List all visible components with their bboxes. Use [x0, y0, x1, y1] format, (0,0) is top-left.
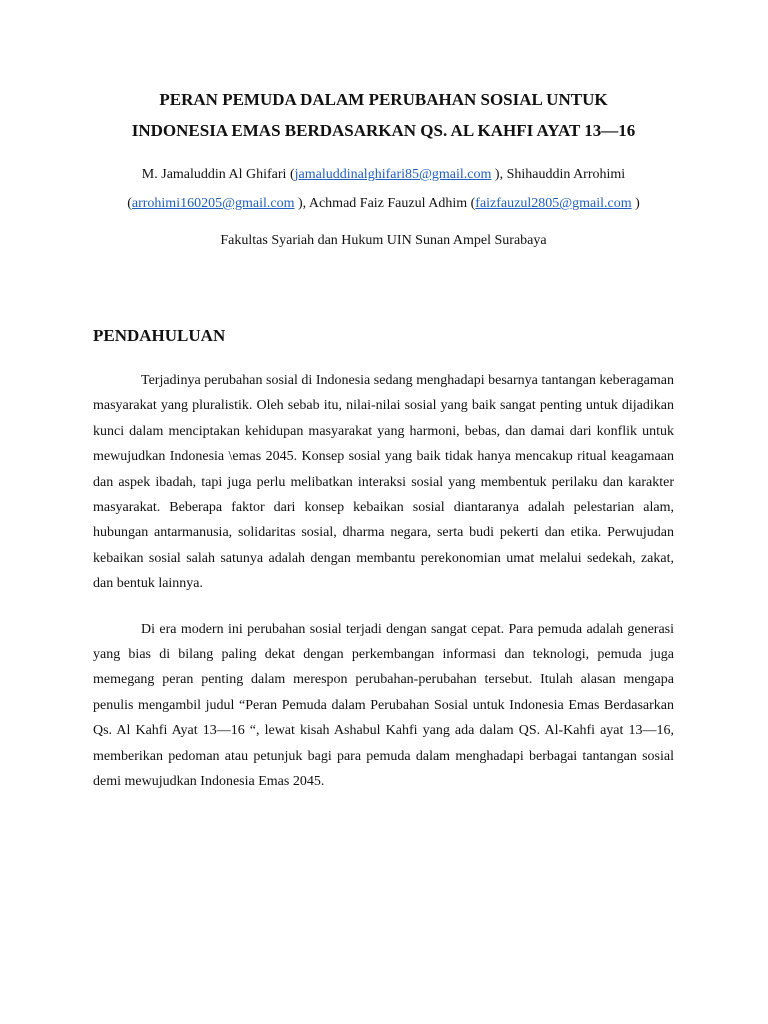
author-3-email-link[interactable]: faizfauzul2805@gmail.com	[475, 196, 632, 211]
document-page	[93, 84, 674, 795]
author-2-email-link[interactable]: arrohimi160205@gmail.com	[131, 196, 295, 211]
title-line-2: INDONESIA EMAS BERDASARKAN QS. AL KAHFI AYAT 13—16	[131, 121, 636, 140]
author-separator-2: ), Achmad Faiz Fauzul Adhim (	[294, 196, 476, 211]
body-paragraph-2: Di era modern ini perubahan sosial terjadi dengan sangat cepat. Para pemuda adalah generasi yang bias di bilang paling dekat dengan perkembangan informasi dan teknologi, pemuda juga memegang peran penting dalam merespon perubahan-perubahan tersebut. Itulah alasan mengapa penulis mengambil judul “Peran Pemuda dalam Perubahan Sosial untuk Indonesia Emas Berdasarkan Qs. Al Kahfi Ayat 13—16 “, lewat kisah Ashabul Kahfi yang ada dalam QS. Al-Kahfi ayat 13—16, memberikan pedoman atau petunjuk bagi para pemuda dalam menghadapi berbagai tantangan sosial demi mewujudkan Indonesia Emas 2045.	[93, 621, 674, 790]
author-1-email-link[interactable]: jamaluddinalghifari85@gmail.com	[294, 167, 492, 182]
body-paragraph-1: Terjadinya perubahan sosial di Indonesia sedang menghadapi besarnya tantangan keberagaman masyarakat yang pluralistik. Oleh sebab itu, nilai-nilai sosial yang baik sangat penting untuk dijadikan kunci dalam menciptakan kehidupan masyarakat yang harmoni, bebas, dan damai dari konflik untuk mewujudkan Indonesia \emas 2045. Konsep sosial yang baik tidak hanya mencakup ritual keagamaan dan aspek ibadah, tapi juga perlu melibatkan interaksi sosial yang membentuk perilaku dan karakter masyarakat. Beberapa faktor dari konsep kebaikan sosial diantaranya adalah pelestarian alam, hubungan antarmanusia, solidaritas sosial, dharma negara, serta budi pekerti dan etika. Perwujudan kebaikan sosial salah satunya adalah dengan membantu perekonomian umat melalui sedekah, zakat, dan bentuk lainnya.	[93, 373, 674, 592]
document-title	[93, 84, 674, 146]
title-line-1: PERAN PEMUDA DALAM PERUBAHAN SOSIAL UNTUK	[159, 90, 608, 109]
section-heading: PENDAHULUAN	[93, 326, 226, 345]
author-separator-3: )	[631, 196, 640, 211]
affiliation: Fakultas Syariah dan Hukum UIN Sunan Ampel Surabaya	[220, 233, 547, 248]
author-list	[93, 160, 674, 218]
author-separator-1: ), Shihauddin Arrohimi (	[127, 167, 626, 211]
author-1-name: M. Jamaluddin Al Ghifari (	[141, 167, 295, 182]
